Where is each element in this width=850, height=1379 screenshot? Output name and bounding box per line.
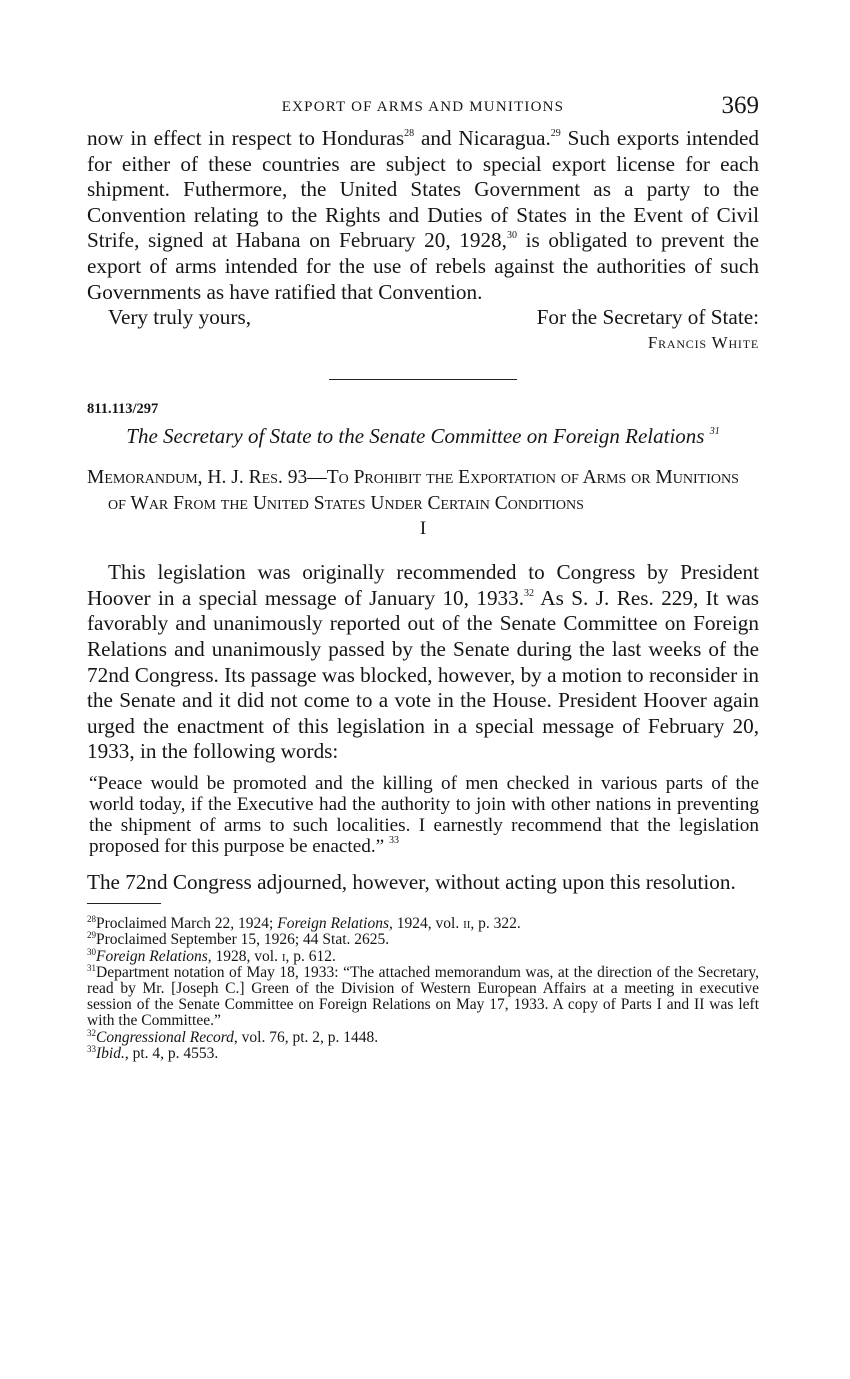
document-title: The Secretary of State to the Senate Committee on Foreign Relations $^{31}$ — [126, 423, 720, 448]
footnote-ref-32[interactable]: 32 — [524, 587, 535, 599]
page-number: 369 — [721, 92, 759, 119]
footnote-33: $^{33}$Ibid., pt. 4, p. 4553. — [87, 1043, 219, 1062]
footnote-28: $^{28}$Proclaimed March 22, 1924; Foreign Relations, 1924, vol. ii, p. 322. — [87, 914, 521, 933]
footnote-ref-33[interactable]: 33 — [388, 835, 399, 847]
footnote-29: $^{29}$Proclaimed September 15, 1926; 44 Stat. 2625. — [87, 930, 390, 949]
running-title: EXPORT OF ARMS AND MUNITIONS — [281, 99, 565, 115]
footnote-ref-29[interactable]: 29 — [550, 127, 561, 139]
running-header — [87, 92, 759, 126]
memo-paragraph-2: The 72nd Congress adjourned, however, without acting upon this resolution. — [87, 869, 736, 894]
footnote-32: $^{32}$Congressional Record, vol. 76, pt. 2, p. 1448. — [87, 1027, 379, 1046]
memorandum-heading: Memorandum, H. J. Res. 93—To Prohibit the Exportation of Arms or Munitions of War From the United States Under Certain Conditions — [87, 467, 739, 514]
letter-closing — [87, 305, 759, 331]
footnote-30: $^{30}$Foreign Relations, 1928, vol. i, p. 612. — [87, 946, 336, 965]
document-page — [87, 92, 759, 1062]
footnote-ref-28[interactable]: 28 — [404, 127, 415, 139]
section-divider — [329, 379, 517, 380]
signature-name: Francis White — [647, 332, 759, 352]
letter-paragraph: now in effect in respect to Honduras$^{28}$ and Nicaragua.$^{29}$ Such exports intended for either of these countries are subject to special export license for each shipment. Futhermore, the United States Government as a party to the Convention relating to the Rights and Duties of States in the Event of Civil Strife, signed at Habana on February 20, 1928,30 is obligated to prevent the export of arms intended for the use of rebels against the authorities of such Governments as have ratified that Convention. — [87, 126, 759, 304]
closing-signatory-line: For the Secretary of State: — [536, 305, 759, 330]
footnote-ref-30[interactable]: 30 — [506, 230, 517, 242]
block-quote: “Peace would be promoted and the killing of men checked in various parts of the world today, if the Executive had the authority to join with other nations in preventing the shipment of arms to such localities. I earnestly recommend that the legislation proposed for this purpose be enacted.” $^{33}$ — [89, 773, 759, 857]
section-number: I — [419, 518, 427, 540]
footnotes — [87, 916, 759, 1062]
closing-salutation: Very truly yours, — [108, 305, 251, 330]
footnote-31: $^{31}$Department notation of May 18, 1933: “The attached memorandum was, at the direction of the Secretary, read by Mr. [Joseph C.] Green of the Division of Western European Affairs at a meeting in executive session of the Senate Committee on Foreign Relations on May 17, 1933. A copy of Parts I and II was left with the Committee.” — [87, 962, 759, 1030]
file-number: 811.113/297 — [87, 400, 159, 417]
footnote-ref-31[interactable]: 31 — [709, 425, 720, 437]
memo-paragraph-1: This legislation was originally recommended to Congress by President Hoover in a special message of January 10, 1933.32 As S. J. Res. 229, It was favorably and unanimously reported out of the Senate Committee on Foreign Relations and unanimously passed by the Senate during the last weeks of the 72nd Congress. Its passage was blocked, however, by a motion to reconsider in the Senate and it did not come to a vote in the House. President Hoover again urged the enactment of this legislation in a special message of February 20, 1933, in the following words: — [87, 560, 759, 764]
footnote-divider — [87, 903, 161, 904]
